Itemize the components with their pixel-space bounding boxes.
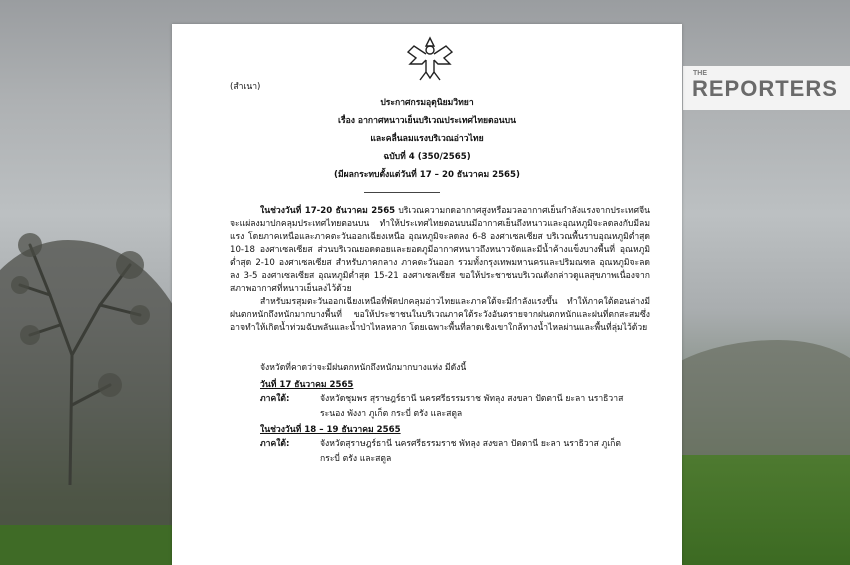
day1-provinces-line1: จังหวัดชุมพร สุราษฎร์ธานี นครศรีธรรมราช พัทลุง สงขลา ปัตตานี ยะลา นราธิวาส bbox=[320, 394, 624, 404]
day2-region: ภาคใต้: bbox=[260, 439, 290, 449]
header-line5: (มีผลกระทบตั้งแต่วันที่ 17 – 20 ธันวาคม 2565) bbox=[334, 170, 520, 180]
document-copy-label: (สำเนา) bbox=[230, 82, 261, 92]
day1-date: วันที่ 17 ธันวาคม 2565 bbox=[260, 380, 354, 390]
header-line3: และคลื่นลมแรงบริเวณอ่าวไทย bbox=[370, 134, 484, 144]
day1-region: ภาคใต้: bbox=[260, 394, 290, 404]
paragraph-1-body: บริเวณความกดอากาศสูงหรือมวลอากาศเย็นกำลังแรงจากประเทศจีนจะแผ่ลงมาปกคลุมประเทศไทยตอนบน ทำให้ประเทศไทยตอนบนมีอากาศเย็นถึงหนาวและอุณหภูมิจะลดลงกับมีลมแรง โดยภาคเหนือและภาคตะวันออกเฉียงเหนือ อุณหภูมิจะลดลง 6-8 องศาเซลเซียส บริเวณพื้นราบอุณหภูมิต่ำสุด 10-18 องศาเซลเซียส ส่วนบริเวณยอดดอยและยอดภูมีอากาศหนาวถึงหนาวจัดและมีน้ำค้างแข็งบางพื้นที่ อุณหภูมิต่ำสุด 2-10 องศาเซลเซียส สำหรับภาคกลาง ภาคตะวันออก รวมทั้งกรุงเทพมหานครและปริมณฑล อุณหภูมิจะลดลง 3-5 องศาเซลเซียส อุณหภูมิต่ำสุด 15-21 องศาเซลเซียส ขอให้ประชาชนบริเวณดังกล่าวดูแลสุขภาพเนื่องจากสภาพอากาศที่หนาวเย็นลงไว้ด้วย bbox=[230, 206, 650, 294]
logo-word: REPORTERS bbox=[692, 76, 838, 101]
logo-small-text: THE bbox=[693, 70, 707, 77]
day2-provinces-line1: จังหวัดสุราษฎร์ธานี นครศรีธรรมราช พัทลุง สงขลา ปัตตานี ยะลา นราธิวาส ภูเก็ต bbox=[320, 439, 621, 449]
paragraph-1-lead: ในช่วงวันที่ 17-20 ธันวาคม 2565 bbox=[260, 206, 396, 216]
garuda-emblem-icon bbox=[404, 34, 456, 86]
grass-left bbox=[0, 525, 180, 565]
tree-silhouette bbox=[10, 205, 160, 485]
paragraph-2: สำหรับมรสุมตะวันออกเฉียงเหนือที่พัดปกคลุมอ่าวไทยและภาคใต้จะมีกำลังแรงขึ้น ทำให้ภาคใต้ตอนล่างมีฝนตกหนักถึงหนักมากบางพื้นที่ ขอให้ประชาชนในบริเวณภาคใต้ระวังอันตรายจากฝนตกหนักและฝนที่ตกสะสมซึ่งอาจทำให้เกิดน้ำท่วมฉับพลันและน้ำป่าไหลหลาก โดยเฉพาะพื้นที่ลาดเชิงเขาใกล้ทางน้ำไหลผ่านและพื้นที่ลุ่มไว้ด้วย bbox=[230, 297, 650, 333]
grass-right bbox=[675, 455, 850, 565]
day2-provinces-line2: กระบี่ ตรัง และสตูล bbox=[320, 454, 392, 464]
header-line4: ฉบับที่ 4 (350/2565) bbox=[383, 152, 471, 162]
day1-provinces-line2: ระนอง พังงา ภูเก็ต กระบี่ ตรัง และสตูล bbox=[320, 409, 463, 419]
the-reporters-logo bbox=[683, 66, 850, 110]
header-line1: ประกาศกรมอุตุนิยมวิทยา bbox=[380, 98, 474, 108]
divider bbox=[364, 192, 440, 193]
forecast-intro: จังหวัดที่คาดว่าจะมีฝนตกหนักถึงหนักมากบางแห่ง มีดังนี้ bbox=[260, 363, 467, 373]
day2-date: ในช่วงวันที่ 18 – 19 ธันวาคม 2565 bbox=[260, 425, 401, 435]
header-line2: เรื่อง อากาศหนาวเย็นบริเวณประเทศไทยตอนบน bbox=[338, 116, 516, 126]
paragraph-1 bbox=[230, 205, 650, 296]
announcement-document bbox=[172, 24, 682, 565]
